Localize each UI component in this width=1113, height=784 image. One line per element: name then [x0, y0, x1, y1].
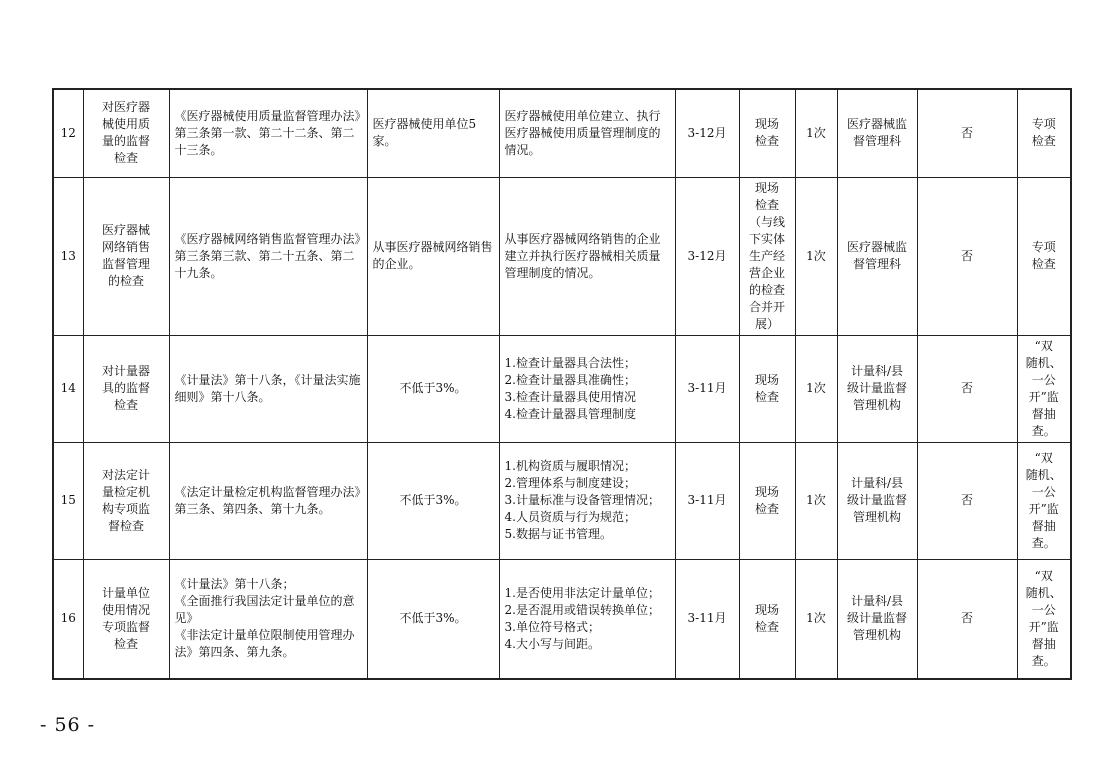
inspection-method: 现场 检查 （与线 下实体 生产经 营企业 的检查 合并开 展） — [739, 177, 795, 335]
yes-no-flag: 否 — [917, 177, 1017, 335]
table-row — [53, 559, 1071, 679]
legal-basis: 《法定计量检定机构监督管理办法》第三条、第四条、第十九条。 — [169, 442, 367, 559]
row-number: 12 — [53, 89, 83, 177]
inspection-target: 不低于3%。 — [367, 559, 499, 679]
table-row — [53, 335, 1071, 442]
inspection-content: 1.检查计量器具合法性； 2.检查计量器具准确性； 3.检查计量器具使用情况 4.检查计量器具管理制度 — [499, 335, 675, 442]
inspection-frequency: 1次 — [795, 177, 837, 335]
legal-basis: 《医疗器械网络销售监督管理办法》第三条第三款、第二十五条、第二十九条。 — [169, 177, 367, 335]
inspection-method: 现场 检查 — [739, 89, 795, 177]
remarks: 专项 检查 — [1017, 177, 1071, 335]
inspection-content: 从事医疗器械网络销售的企业建立并执行医疗器械相关质量管理制度的情况。 — [499, 177, 675, 335]
inspection-frequency: 1次 — [795, 335, 837, 442]
inspection-item: 计量单位 使用情况 专项监督 检查 — [83, 559, 169, 679]
inspection-method: 现场 检查 — [739, 442, 795, 559]
inspection-content: 1.是否使用非法定计量单位； 2.是否混用或错误转换单位； 3.单位符号格式； 4.大小写与间距。 — [499, 559, 675, 679]
responsible-department: 医疗器械监 督管理科 — [837, 177, 917, 335]
row-number: 15 — [53, 442, 83, 559]
inspection-method: 现场 检查 — [739, 335, 795, 442]
inspection-period: 3-11月 — [675, 442, 739, 559]
inspection-content: 医疗器械使用单位建立、执行医疗器械使用质量管理制度的情况。 — [499, 89, 675, 177]
table-row — [53, 177, 1071, 335]
inspection-period: 3-11月 — [675, 559, 739, 679]
row-number: 16 — [53, 559, 83, 679]
legal-basis: 《医疗器械使用质量监督管理办法》第三条第一款、第二十二条、第二十三条。 — [169, 89, 367, 177]
inspection-content: 1.机构资质与履职情况； 2.管理体系与制度建设； 3.计量标准与设备管理情况； 4.人员资质与行为规范； 5.数据与证书管理。 — [499, 442, 675, 559]
inspection-method: 现场 检查 — [739, 559, 795, 679]
responsible-department: 计量科/县 级计量监督 管理机构 — [837, 442, 917, 559]
table-row — [53, 89, 1071, 177]
remarks: “双 随机、 一公 开”监 督抽 查。 — [1017, 559, 1071, 679]
legal-basis: 《计量法》第十八条，《计量法实施细则》第十八条。 — [169, 335, 367, 442]
inspection-frequency: 1次 — [795, 89, 837, 177]
legal-basis: 《计量法》第十八条； 《全面推行我国法定计量单位的意见》 《非法定计量单位限制使用管理办法》第四条、第九条。 — [169, 559, 367, 679]
inspection-target: 不低于3%。 — [367, 335, 499, 442]
responsible-department: 计量科/县 级计量监督 管理机构 — [837, 335, 917, 442]
yes-no-flag: 否 — [917, 442, 1017, 559]
remarks: 专项 检查 — [1017, 89, 1071, 177]
inspection-item: 对法定计 量检定机 构专项监 督检查 — [83, 442, 169, 559]
inspection-period: 3-12月 — [675, 89, 739, 177]
responsible-department: 医疗器械监 督管理科 — [837, 89, 917, 177]
yes-no-flag: 否 — [917, 89, 1017, 177]
table-row — [53, 442, 1071, 559]
inspection-period: 3-12月 — [675, 177, 739, 335]
inspection-period: 3-11月 — [675, 335, 739, 442]
responsible-department: 计量科/县 级计量监督 管理机构 — [837, 559, 917, 679]
inspection-item: 对医疗器 械使用质 量的监督 检查 — [83, 89, 169, 177]
inspection-item: 医疗器械 网络销售 监督管理 的检查 — [83, 177, 169, 335]
inspection-frequency: 1次 — [795, 442, 837, 559]
inspection-plan-table — [52, 88, 1072, 680]
inspection-frequency: 1次 — [795, 559, 837, 679]
inspection-target: 从事医疗器械网络销售的企业。 — [367, 177, 499, 335]
inspection-target: 医疗器械使用单位5家。 — [367, 89, 499, 177]
page-number: - 56 - — [40, 714, 96, 736]
yes-no-flag: 否 — [917, 335, 1017, 442]
yes-no-flag: 否 — [917, 559, 1017, 679]
inspection-item: 对计量器 具的监督 检查 — [83, 335, 169, 442]
row-number: 14 — [53, 335, 83, 442]
remarks: “双 随机、 一公 开”监 督抽 查。 — [1017, 442, 1071, 559]
inspection-target: 不低于3%。 — [367, 442, 499, 559]
remarks: “双 随机、 一公 开”监 督抽 查。 — [1017, 335, 1071, 442]
row-number: 13 — [53, 177, 83, 335]
